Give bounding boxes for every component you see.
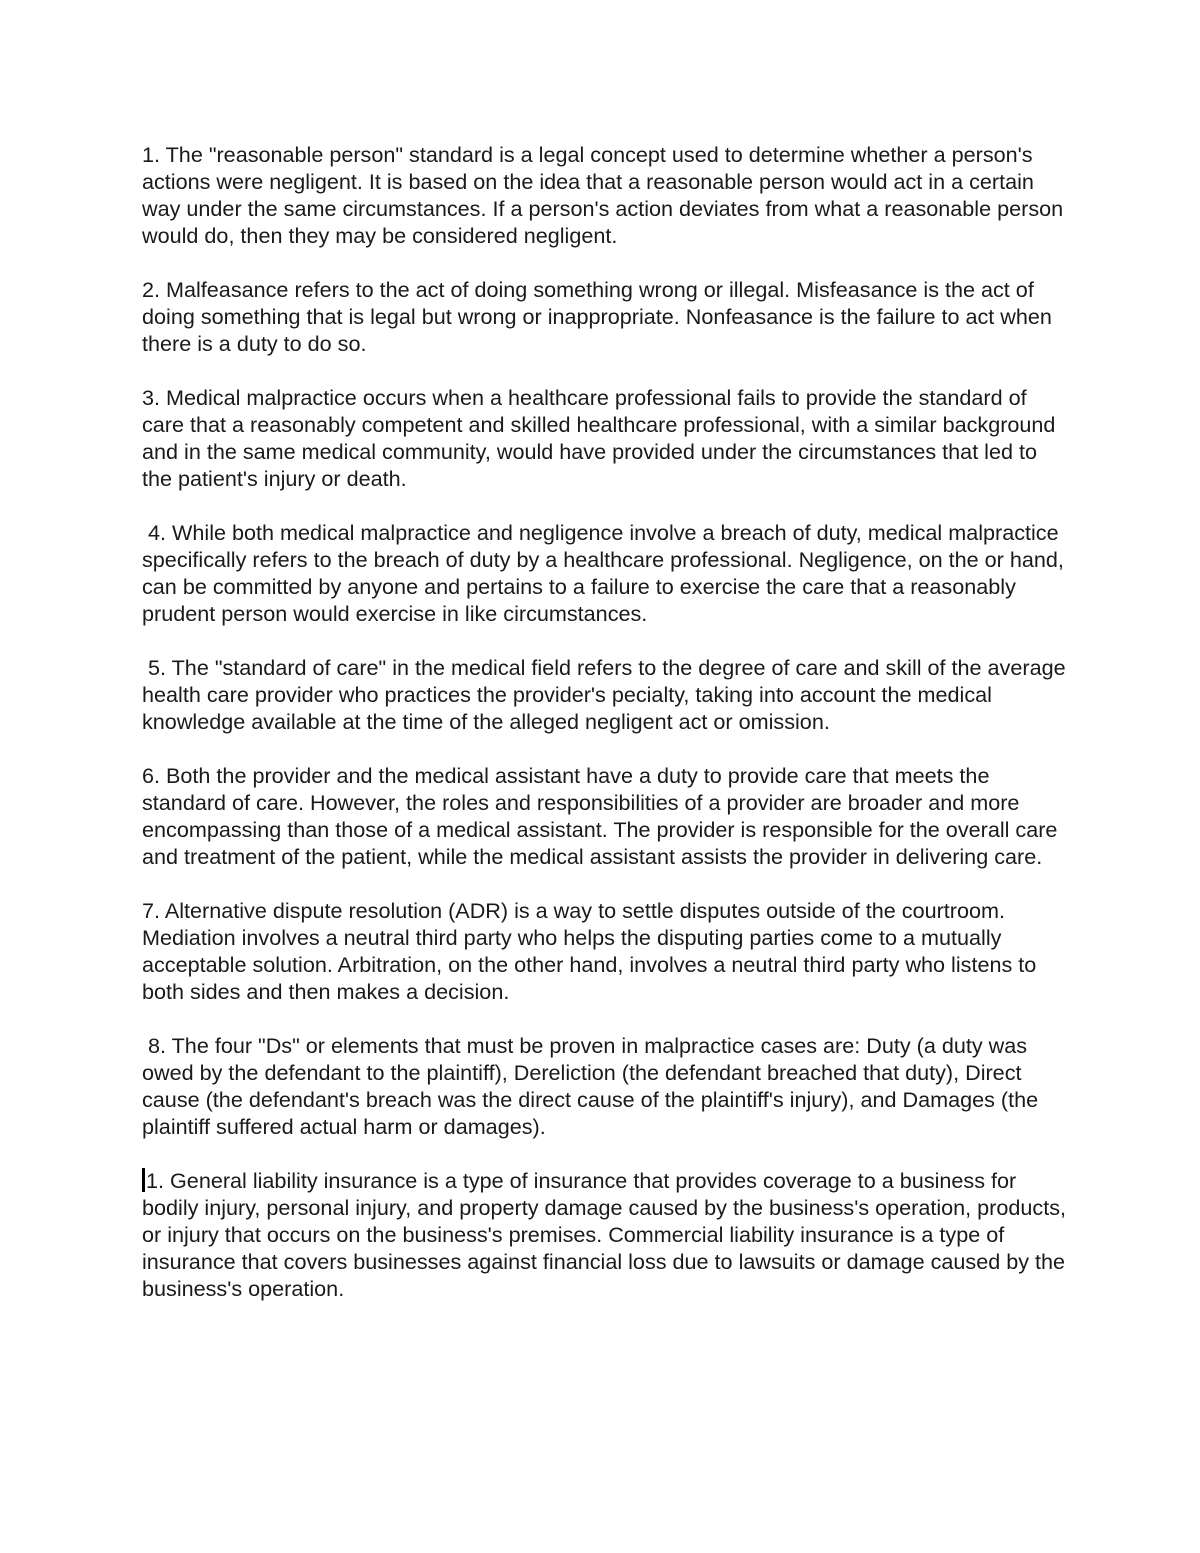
document-body[interactable] <box>142 141 1072 1302</box>
paragraph-3: 3. Medical malpractice occurs when a healthcare professional fails to provide the standard of care that a reasonably competent and skilled healthcare professional, with a similar background and in the same medical community, would have provided under the circumstances that led to the patient's injury or death. <box>142 385 1062 491</box>
paragraph-9 <box>142 1167 1072 1302</box>
paragraph-7: 7. Alternative dispute resolution (ADR) is a way to settle disputes outside of the courtroom. Mediation involves a neutral third party who helps the disputing parties come to a mutually acceptable solution. Arbitration, on the other hand, involves a neutral third party who listens to both sides and then makes a decision. <box>142 898 1043 1004</box>
paragraph-4: 4. While both medical malpractice and negligence involve a breach of duty, medical malpractice specifically refers to the breach of duty by a healthcare professional. Negligence, on the or hand, can be committed by anyone and pertains to a failure to exercise the care that a reasonably prudent person would exercise in like circumstances. <box>142 520 1070 626</box>
paragraph-6: 6. Both the provider and the medical assistant have a duty to provide care that meets the standard of care. However, the roles and responsibilities of a provider are broader and more encompassing than those of a medical assistant. The provider is responsible for the overall care and treatment of the patient, while the medical assistant assists the provider in delivering care. <box>142 763 1064 869</box>
paragraph-2: 2. Malfeasance refers to the act of doing something wrong or illegal. Misfeasance is the act of doing something that is legal but wrong or inappropriate. Nonfeasance is the failure to act when there is a duty to do so. <box>142 277 1058 356</box>
text-cursor <box>142 1168 145 1192</box>
paragraph-8: 8. The four "Ds" or elements that must be proven in malpractice cases are: Duty (a duty was owed by the defendant to the plaintiff), Dereliction (the defendant breached that duty), Direct cause (the defendant's breach was the direct cause of the plaintiff's injury), and Damages (the plaintiff suffered actual harm or damages). <box>142 1033 1045 1139</box>
paragraph-1: 1. The "reasonable person" standard is a legal concept used to determine whether a person's actions were negligent. It is based on the idea that a reasonable person would act in a certain way under the same circumstances. If a person's action deviates from what a reasonable person would do, then they may be considered negligent. <box>142 142 1070 248</box>
paragraph-5: 5. The "standard of care" in the medical field refers to the degree of care and skill of the average health care provider who practices the provider's pecialty, taking into account the medical knowledge available at the time of the alleged negligent act or omission. <box>142 655 1072 734</box>
paragraph-9-text: 1. General liability insurance is a type of insurance that provides coverage to a business for bodily injury, personal injury, and property damage caused by the business's operation, products, or injury that occurs on the business's premises. Commercial liability insurance is a type of insurance that covers businesses against financial loss due to lawsuits or damage caused by the business's operation. <box>142 1168 1072 1301</box>
